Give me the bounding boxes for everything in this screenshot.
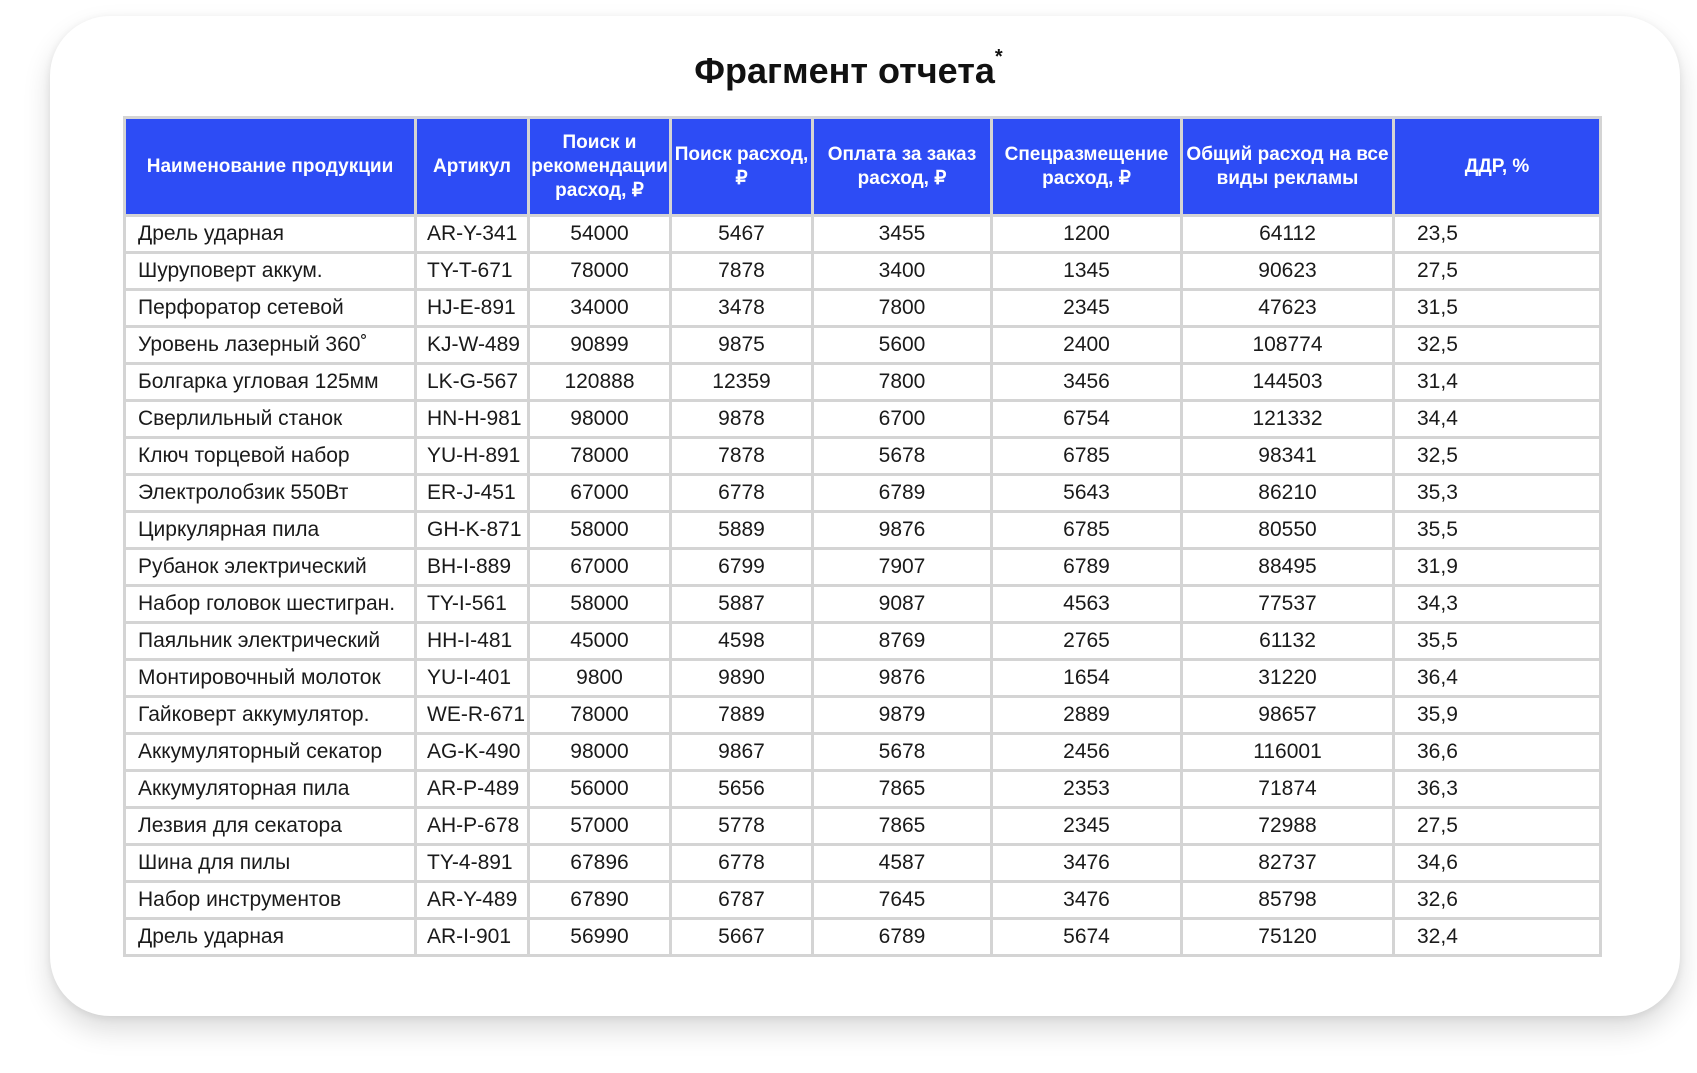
table-row — [126, 217, 1602, 254]
cell-pay-per-order: 8769 — [814, 624, 993, 661]
cell-total-ad-spend: 90623 — [1183, 254, 1395, 291]
cell-ddr-percent: 36,3 — [1395, 772, 1602, 809]
table-row — [126, 291, 1602, 328]
cell-total-ad-spend: 61132 — [1183, 624, 1395, 661]
cell-total-ad-spend: 77537 — [1183, 587, 1395, 624]
cell-search-recommendations: 45000 — [530, 624, 672, 661]
table-row — [126, 513, 1602, 550]
cell-special-placement: 2345 — [993, 291, 1183, 328]
cell-search-recommendations: 98000 — [530, 735, 672, 772]
cell-total-ad-spend: 85798 — [1183, 883, 1395, 920]
cell-special-placement: 6785 — [993, 513, 1183, 550]
cell-ddr-percent: 36,6 — [1395, 735, 1602, 772]
cell-sku: BH-I-889 — [417, 550, 530, 587]
cell-product-name: Дрель ударная — [126, 920, 417, 957]
cell-search-recommendations: 78000 — [530, 698, 672, 735]
cell-search-recommendations: 78000 — [530, 254, 672, 291]
cell-ddr-percent: 32,5 — [1395, 328, 1602, 365]
cell-search-recommendations: 67000 — [530, 476, 672, 513]
cell-search: 5887 — [672, 587, 814, 624]
cell-ddr-percent: 35,9 — [1395, 698, 1602, 735]
table-header — [126, 119, 1602, 217]
cell-search-recommendations: 67896 — [530, 846, 672, 883]
table-row — [126, 587, 1602, 624]
cell-total-ad-spend: 80550 — [1183, 513, 1395, 550]
cell-ddr-percent: 34,3 — [1395, 587, 1602, 624]
cell-total-ad-spend: 108774 — [1183, 328, 1395, 365]
cell-sku: AR-Y-341 — [417, 217, 530, 254]
table-row — [126, 809, 1602, 846]
cell-special-placement: 6785 — [993, 439, 1183, 476]
cell-total-ad-spend: 71874 — [1183, 772, 1395, 809]
cell-sku: HJ-E-891 — [417, 291, 530, 328]
table-row — [126, 476, 1602, 513]
cell-total-ad-spend: 75120 — [1183, 920, 1395, 957]
header-special-placement: Спецразмещение расход, ₽ — [993, 119, 1183, 217]
cell-search-recommendations: 78000 — [530, 439, 672, 476]
cell-ddr-percent: 32,5 — [1395, 439, 1602, 476]
title-footnote-mark: * — [994, 46, 1003, 68]
cell-special-placement: 6789 — [993, 550, 1183, 587]
table-row — [126, 328, 1602, 365]
cell-search-recommendations: 9800 — [530, 661, 672, 698]
cell-sku: AR-Y-489 — [417, 883, 530, 920]
header-search: Поиск расход, ₽ — [672, 119, 814, 217]
cell-product-name: Паяльник электрический — [126, 624, 417, 661]
cell-search: 9878 — [672, 402, 814, 439]
cell-search: 7878 — [672, 254, 814, 291]
table-row — [126, 254, 1602, 291]
cell-ddr-percent: 27,5 — [1395, 254, 1602, 291]
cell-search-recommendations: 67890 — [530, 883, 672, 920]
cell-search-recommendations: 67000 — [530, 550, 672, 587]
cell-product-name: Аккумуляторная пила — [126, 772, 417, 809]
table-row — [126, 550, 1602, 587]
cell-product-name: Набор головок шестигран. — [126, 587, 417, 624]
cell-pay-per-order: 9087 — [814, 587, 993, 624]
cell-sku: TY-4-891 — [417, 846, 530, 883]
cell-sku: AR-P-489 — [417, 772, 530, 809]
cell-total-ad-spend: 86210 — [1183, 476, 1395, 513]
header-search-recommendations: Поиск и рекомендации расход, ₽ — [530, 119, 672, 217]
cell-pay-per-order: 5600 — [814, 328, 993, 365]
cell-special-placement: 2400 — [993, 328, 1183, 365]
cell-special-placement: 1654 — [993, 661, 1183, 698]
cell-pay-per-order: 7645 — [814, 883, 993, 920]
cell-ddr-percent: 34,6 — [1395, 846, 1602, 883]
cell-product-name: Ключ торцевой набор — [126, 439, 417, 476]
cell-search-recommendations: 90899 — [530, 328, 672, 365]
cell-search: 3478 — [672, 291, 814, 328]
table-row — [126, 402, 1602, 439]
cell-pay-per-order: 3455 — [814, 217, 993, 254]
cell-search: 5467 — [672, 217, 814, 254]
cell-search: 6799 — [672, 550, 814, 587]
cell-special-placement: 1345 — [993, 254, 1183, 291]
cell-product-name: Шуруповерт аккум. — [126, 254, 417, 291]
cell-sku: TY-T-671 — [417, 254, 530, 291]
cell-search: 4598 — [672, 624, 814, 661]
cell-special-placement: 2456 — [993, 735, 1183, 772]
header-row — [126, 119, 1602, 217]
cell-ddr-percent: 35,5 — [1395, 513, 1602, 550]
cell-sku: AR-I-901 — [417, 920, 530, 957]
cell-product-name: Гайковерт аккумулятор. — [126, 698, 417, 735]
cell-pay-per-order: 9876 — [814, 513, 993, 550]
table-row — [126, 365, 1602, 402]
cell-pay-per-order: 7800 — [814, 291, 993, 328]
cell-special-placement: 5643 — [993, 476, 1183, 513]
cell-ddr-percent: 36,4 — [1395, 661, 1602, 698]
cell-total-ad-spend: 72988 — [1183, 809, 1395, 846]
header-sku: Артикул — [417, 119, 530, 217]
cell-ddr-percent: 32,4 — [1395, 920, 1602, 957]
cell-search-recommendations: 57000 — [530, 809, 672, 846]
cell-ddr-percent: 27,5 — [1395, 809, 1602, 846]
cell-pay-per-order: 9876 — [814, 661, 993, 698]
cell-special-placement: 1200 — [993, 217, 1183, 254]
cell-search: 5656 — [672, 772, 814, 809]
cell-special-placement: 3476 — [993, 883, 1183, 920]
cell-total-ad-spend: 121332 — [1183, 402, 1395, 439]
cell-total-ad-spend: 98341 — [1183, 439, 1395, 476]
cell-search-recommendations: 34000 — [530, 291, 672, 328]
cell-sku: LK-G-567 — [417, 365, 530, 402]
cell-search-recommendations: 56000 — [530, 772, 672, 809]
cell-search-recommendations: 58000 — [530, 587, 672, 624]
cell-sku: AH-P-678 — [417, 809, 530, 846]
cell-search: 9875 — [672, 328, 814, 365]
table-row — [126, 661, 1602, 698]
table-row — [126, 846, 1602, 883]
cell-product-name: Перфоратор сетевой — [126, 291, 417, 328]
cell-search: 12359 — [672, 365, 814, 402]
cell-search: 7878 — [672, 439, 814, 476]
cell-total-ad-spend: 116001 — [1183, 735, 1395, 772]
cell-product-name: Циркулярная пила — [126, 513, 417, 550]
cell-product-name: Монтировочный молоток — [126, 661, 417, 698]
cell-ddr-percent: 31,9 — [1395, 550, 1602, 587]
cell-sku: HH-I-481 — [417, 624, 530, 661]
cell-product-name: Аккумуляторный секатор — [126, 735, 417, 772]
table-row — [126, 735, 1602, 772]
cell-sku: WE-R-671 — [417, 698, 530, 735]
cell-ddr-percent: 23,5 — [1395, 217, 1602, 254]
table-row — [126, 883, 1602, 920]
cell-total-ad-spend: 47623 — [1183, 291, 1395, 328]
cell-search-recommendations: 56990 — [530, 920, 672, 957]
table-row — [126, 772, 1602, 809]
header-pay-per-order: Оплата за заказ расход, ₽ — [814, 119, 993, 217]
cell-search: 7889 — [672, 698, 814, 735]
table-row — [126, 920, 1602, 957]
cell-total-ad-spend: 88495 — [1183, 550, 1395, 587]
cell-sku: YU-H-891 — [417, 439, 530, 476]
report-table — [123, 116, 1602, 957]
cell-total-ad-spend: 144503 — [1183, 365, 1395, 402]
cell-total-ad-spend: 82737 — [1183, 846, 1395, 883]
cell-total-ad-spend: 64112 — [1183, 217, 1395, 254]
cell-ddr-percent: 35,5 — [1395, 624, 1602, 661]
cell-sku: ER-J-451 — [417, 476, 530, 513]
cell-pay-per-order: 7800 — [814, 365, 993, 402]
cell-product-name: Набор инструментов — [126, 883, 417, 920]
cell-search: 9890 — [672, 661, 814, 698]
cell-search-recommendations: 54000 — [530, 217, 672, 254]
cell-special-placement: 2353 — [993, 772, 1183, 809]
cell-product-name: Шина для пилы — [126, 846, 417, 883]
cell-product-name: Дрель ударная — [126, 217, 417, 254]
cell-pay-per-order: 9879 — [814, 698, 993, 735]
cell-search-recommendations: 120888 — [530, 365, 672, 402]
cell-product-name: Лезвия для секатора — [126, 809, 417, 846]
cell-special-placement: 4563 — [993, 587, 1183, 624]
cell-ddr-percent: 31,5 — [1395, 291, 1602, 328]
cell-sku: YU-I-401 — [417, 661, 530, 698]
table-row — [126, 624, 1602, 661]
cell-special-placement: 3476 — [993, 846, 1183, 883]
cell-pay-per-order: 7907 — [814, 550, 993, 587]
cell-product-name: Электролобзик 550Вт — [126, 476, 417, 513]
cell-pay-per-order: 6789 — [814, 476, 993, 513]
cell-search-recommendations: 58000 — [530, 513, 672, 550]
cell-special-placement: 3456 — [993, 365, 1183, 402]
header-product-name: Наименование продукции — [126, 119, 417, 217]
table-body — [126, 217, 1602, 957]
cell-special-placement: 2345 — [993, 809, 1183, 846]
table-row — [126, 698, 1602, 735]
table-row — [126, 439, 1602, 476]
cell-special-placement: 5674 — [993, 920, 1183, 957]
cell-search: 6787 — [672, 883, 814, 920]
cell-product-name: Сверлильный станок — [126, 402, 417, 439]
page-title — [0, 46, 1697, 92]
cell-total-ad-spend: 31220 — [1183, 661, 1395, 698]
cell-product-name: Болгарка угловая 125мм — [126, 365, 417, 402]
cell-pay-per-order: 5678 — [814, 439, 993, 476]
header-total-ad-spend: Общий расход на все виды рекламы — [1183, 119, 1395, 217]
cell-search: 5889 — [672, 513, 814, 550]
header-ddr-percent: ДДР, % — [1395, 119, 1602, 217]
cell-pay-per-order: 4587 — [814, 846, 993, 883]
cell-sku: HN-H-981 — [417, 402, 530, 439]
title-text: Фрагмент отчета — [694, 50, 995, 91]
cell-pay-per-order: 7865 — [814, 772, 993, 809]
cell-search-recommendations: 98000 — [530, 402, 672, 439]
cell-search: 5667 — [672, 920, 814, 957]
cell-pay-per-order: 6789 — [814, 920, 993, 957]
cell-ddr-percent: 32,6 — [1395, 883, 1602, 920]
cell-pay-per-order: 5678 — [814, 735, 993, 772]
cell-sku: KJ-W-489 — [417, 328, 530, 365]
cell-ddr-percent: 35,3 — [1395, 476, 1602, 513]
cell-ddr-percent: 31,4 — [1395, 365, 1602, 402]
cell-pay-per-order: 3400 — [814, 254, 993, 291]
cell-special-placement: 2765 — [993, 624, 1183, 661]
cell-sku: TY-I-561 — [417, 587, 530, 624]
cell-search: 6778 — [672, 476, 814, 513]
cell-ddr-percent: 34,4 — [1395, 402, 1602, 439]
cell-special-placement: 2889 — [993, 698, 1183, 735]
cell-sku: GH-K-871 — [417, 513, 530, 550]
cell-product-name: Уровень лазерный 360˚ — [126, 328, 417, 365]
cell-search: 9867 — [672, 735, 814, 772]
cell-pay-per-order: 6700 — [814, 402, 993, 439]
cell-product-name: Рубанок электрический — [126, 550, 417, 587]
cell-pay-per-order: 7865 — [814, 809, 993, 846]
cell-search: 6778 — [672, 846, 814, 883]
cell-special-placement: 6754 — [993, 402, 1183, 439]
cell-sku: AG-K-490 — [417, 735, 530, 772]
cell-total-ad-spend: 98657 — [1183, 698, 1395, 735]
cell-search: 5778 — [672, 809, 814, 846]
